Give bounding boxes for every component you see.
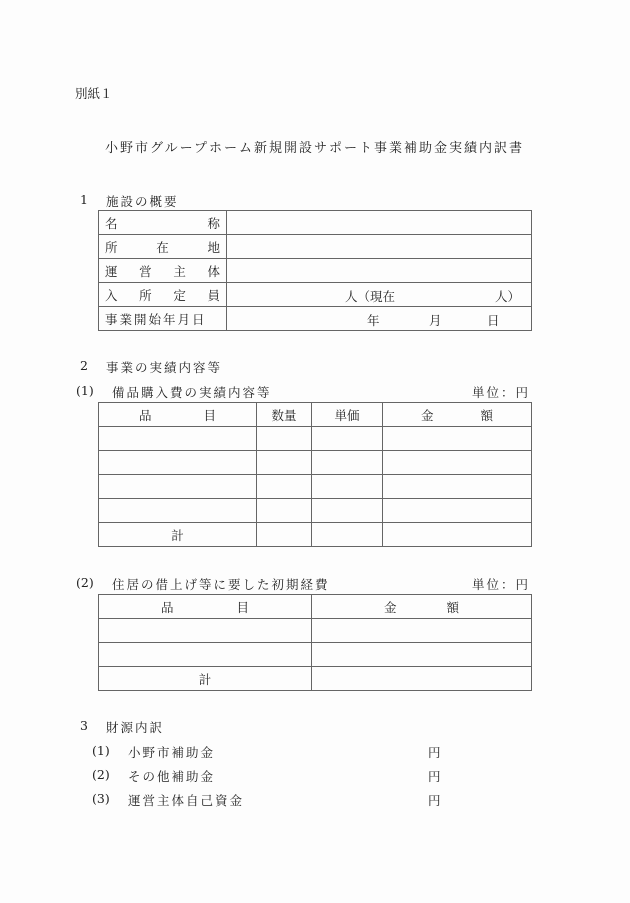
sub2-heading: 住居の借上げ等に要した初期経費 bbox=[112, 577, 330, 592]
section3-heading: 財源内訳 bbox=[106, 720, 165, 735]
table-row: 名 称 bbox=[99, 211, 532, 235]
table-row: 運 営 主 体 bbox=[99, 259, 532, 283]
initial-expense-table bbox=[98, 594, 532, 691]
total-row bbox=[99, 667, 532, 691]
section2-heading: 事業の実績内容等 bbox=[106, 360, 223, 375]
total-label: 計 bbox=[99, 667, 312, 691]
section1-heading: 施設の概要 bbox=[106, 194, 179, 209]
section2-number: 2 bbox=[80, 358, 88, 373]
table-header-row: 品 目 金 額 bbox=[99, 595, 532, 619]
operator-field[interactable] bbox=[227, 259, 532, 283]
sub2-unit: 単位：円 bbox=[472, 577, 531, 592]
table-header-row: 品 目 数量 単価 金 額 bbox=[99, 403, 532, 427]
sub1-unit: 単位：円 bbox=[472, 385, 531, 400]
table-row bbox=[99, 619, 532, 643]
table-row bbox=[99, 475, 532, 499]
sub2-number: (2) bbox=[76, 575, 94, 590]
document-title: 小野市グループホーム新規開設サポート事業補助金実績内訳書 bbox=[105, 141, 524, 156]
sub1-heading: 備品購入費の実績内容等 bbox=[112, 385, 272, 400]
table-row bbox=[99, 643, 532, 667]
facility-address-field[interactable] bbox=[227, 235, 532, 259]
table-row: 入 所 定 員 人（現在 人） bbox=[99, 283, 532, 307]
table-row bbox=[99, 499, 532, 523]
total-row bbox=[99, 523, 532, 547]
equipment-cost-table bbox=[98, 402, 532, 547]
total-label: 計 bbox=[99, 523, 257, 547]
facility-name-field[interactable] bbox=[227, 211, 532, 235]
table-row bbox=[99, 451, 532, 475]
header-unit-price: 単価 bbox=[312, 403, 383, 427]
attachment-label: 別紙１ bbox=[75, 86, 113, 101]
header-quantity: 数量 bbox=[257, 403, 312, 427]
sub1-number: (1) bbox=[76, 383, 94, 398]
section3-number: 3 bbox=[80, 718, 88, 733]
table-row: 事業開始年月日 年 月 日 bbox=[99, 307, 532, 331]
facility-overview-table bbox=[98, 210, 532, 331]
table-row bbox=[99, 427, 532, 451]
section1-number: 1 bbox=[80, 192, 88, 207]
start-date-field[interactable]: 年 月 日 bbox=[227, 307, 532, 331]
capacity-field[interactable]: 人（現在 人） bbox=[227, 283, 532, 307]
table-row: 所 在 地 bbox=[99, 235, 532, 259]
